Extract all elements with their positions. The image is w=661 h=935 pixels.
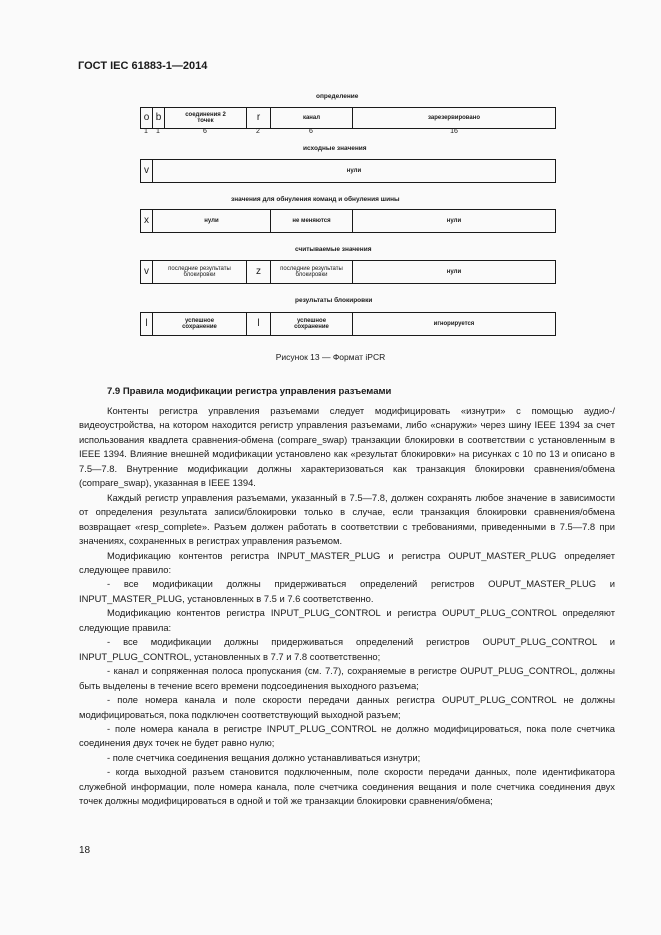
- figure-title: Рисунок 13 — Формат iPCR: [275, 352, 386, 362]
- cell-zeros-right: нули: [446, 217, 462, 224]
- cell-ignored: игнорируется: [433, 320, 475, 327]
- list-item: - поле номера канала и поле скорости передачи данных регистра OUPUT_PLUG_CONTROL не должны модифицироваться, пока подключен соответствующий выходной разъем;: [79, 694, 615, 720]
- cell-unchanged: не меняются: [271, 210, 353, 232]
- paragraph: Модификацию контентов регистра INPUT_PLUG_CONTROL и регистра OUPUT_PLUG_CONTROL определяют следующие правила:: [79, 607, 615, 633]
- cell-success-left: успешное сохранение: [153, 313, 247, 335]
- cell-l-right: l: [247, 313, 271, 335]
- cell-l-left: l: [141, 313, 153, 335]
- cell-zeros-read: нули: [446, 268, 462, 275]
- bit-channel: 6: [309, 128, 313, 135]
- cell-o: o: [141, 108, 153, 128]
- list-item: - поле номера канала в регистре INPUT_PLUG_CONTROL не должно модифицироваться, пока поле счетчика соединения двух точек не будет равно нулю;: [79, 722, 615, 749]
- paragraph: Контенты регистра управления разъемами следует модифицировать «изнутри» с помощью аудио-/видеоустройства, на котором находится регистр управления разъемами, либо «снаружи» через шину IEEE 1394 за счет использования квадлета сравнения-обмена (compare_swap) транзакции блокировки в соответствии с установленным в IEEE 1394. Влияние внешней модификации установлено как «результат блокировки» на рисунках с 10 по 13 и описано в 7.5—7.8. Внутренние модификации должны характеризоваться как транзакция блокировки сравнения/обмена (compare_swap), указанная в IEEE 1394.: [79, 405, 615, 489]
- bit-p2p: 6: [203, 128, 207, 135]
- register-row-reset: [140, 209, 556, 233]
- list-item: - когда выходной разъем становится подключенным, поле скорости передачи данных, поле идентификатора служебной информации, поле номера канала, поле счетчика соединения вещания и поле счетчика соединения двух точек должны модифицироваться в одной и той же транзакции блокировки сравнения/обмена;: [79, 766, 615, 807]
- list-item: - все модификации должны придерживаться определений регистров OUPUT_PLUG_CONTROL и INPUT_PLUG_CONTROL, установленных в 7.7 и 7.8 соответственно;: [79, 636, 615, 662]
- list-item: - канал и сопряженная полоса пропускания (см. 7.7), сохраняемые в регистре OUPUT_PLUG_CONTROL, должны быть выделены в течение всего времени подсоединения выходного разъема;: [79, 665, 615, 691]
- caption-lock: результаты блокировки: [295, 297, 373, 304]
- register-row-initial: [140, 159, 556, 183]
- caption-reset: значения для обнуления команд и обнуления шины: [231, 196, 400, 203]
- cell-x: x: [141, 210, 153, 232]
- list-item: - все модификации должны придерживаться определений регистров OUPUT_MASTER_PLUG и INPUT_MASTER_PLUG, установленных в 7.5 и 7.6 соответственно.: [79, 578, 615, 604]
- cell-channel: канал: [271, 108, 353, 128]
- cell-v-read: v: [141, 261, 153, 283]
- cell-b: b: [153, 108, 165, 128]
- cell-reserved: зарезервировано: [427, 114, 481, 121]
- cell-last-lock-left: последние результаты блокировки: [153, 261, 247, 283]
- cell-success-right: успешное сохранение: [271, 313, 353, 335]
- register-row-definition: [140, 107, 556, 129]
- list-item: - поле счетчика соединения вещания должно устанавливаться изнутри;: [107, 751, 421, 763]
- caption-definition: определение: [316, 93, 359, 100]
- cell-r: r: [247, 108, 271, 128]
- bit-reserved: 16: [450, 128, 458, 135]
- bit-r: 2: [256, 128, 260, 135]
- cell-zeros: нули: [346, 167, 362, 174]
- caption-initial: исходные значения: [303, 145, 367, 152]
- register-row-lock: [140, 312, 556, 336]
- cell-zeros-left: нули: [153, 210, 271, 232]
- section-title: 7.9 Правила модификации регистра управления разъемами: [107, 386, 392, 397]
- body-text: [79, 404, 615, 809]
- bit-b: 1: [156, 128, 160, 135]
- cell-v: v: [141, 160, 153, 182]
- paragraph: Каждый регистр управления разъемами, указанный в 7.5—7.8, должен сохранять любое значение в зависимости от определения результата записи/блокировки только в случае, если транзакция блокировки сравнения/обмена возвращает «resp_complete». Разъем должен работать в соответствии с требованиями, приведенными в 7.5—7.8 при значениях, сохраненных в регистрах управления разъемом.: [79, 491, 615, 547]
- bit-widths: [140, 128, 556, 135]
- cell-last-lock-right: последние результаты блокировки: [271, 261, 353, 283]
- page-number: 18: [79, 845, 91, 856]
- cell-z: z: [247, 261, 271, 283]
- cell-p2p: соединения 2 точек: [165, 108, 247, 128]
- bit-o: 1: [144, 128, 148, 135]
- register-row-read: [140, 260, 556, 284]
- paragraph: Модификацию контентов регистра INPUT_MASTER_PLUG и регистра OUPUT_MASTER_PLUG определяет следующее правило:: [79, 549, 615, 575]
- document-header: ГОСТ IEC 61883-1—2014: [78, 60, 208, 72]
- caption-read: считываемые значения: [295, 246, 372, 253]
